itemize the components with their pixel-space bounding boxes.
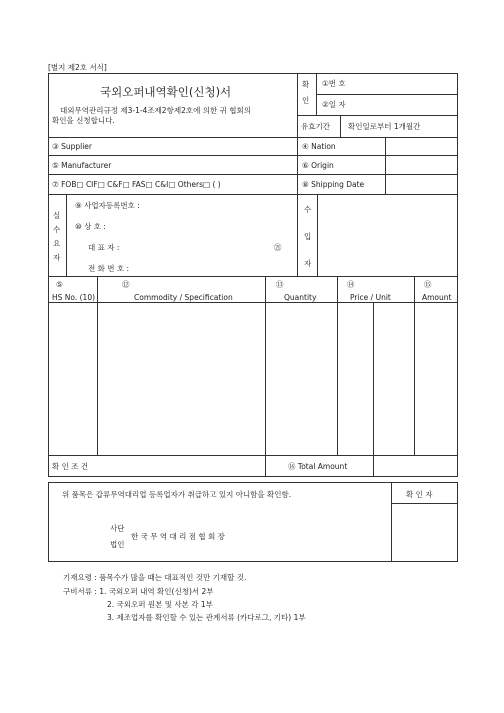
corp-label-2: 법인 <box>110 540 125 549</box>
field-date-label: ②일 자 <box>322 100 346 109</box>
association-name: 한 국 무 역 대 리 점 협 회 장 <box>131 532 225 541</box>
col-commodity: Commodity / Specification <box>134 293 233 302</box>
appendix-label: [별지 제2호 서식] <box>48 63 107 72</box>
confirm-label-2: 인 <box>302 96 310 105</box>
representative-label: 대 표 자 : <box>88 243 120 252</box>
col-quantity: Quantity <box>284 293 317 302</box>
reg-no-label: ⑨ 사업자등록번호 : <box>75 201 140 210</box>
importer-char-1: 실 <box>53 211 61 220</box>
note-line-4: 3. 제조업자를 확인할 수 있는 관계서류 (카다로그, 기타) 1부 <box>107 613 306 622</box>
trade-terms-label: ⑦ FOB□ CIF□ C&F□ FAS□ C&I□ Others□ ( ) <box>52 180 221 189</box>
supplier-label: ③ Supplier <box>52 142 93 151</box>
confirm-label-1: 확 <box>302 80 310 89</box>
importer-char-2: 수 <box>53 225 61 234</box>
col-num-4: ⑭ <box>347 280 355 289</box>
certify-statement: 위 품목은 갑류무역대리업 등록업자가 취급하고 있지 아니함을 확인함. <box>62 490 292 499</box>
manufacturer-label: ⑤ Manufacturer <box>52 161 112 170</box>
confirm-condition-label: 확 인 조 건 <box>52 462 89 471</box>
nation-label: ④ Nation <box>302 142 336 151</box>
col-amount: Amount <box>422 293 452 302</box>
col-hs-no: HS No. (10) <box>52 293 96 302</box>
intro-line-2: 확인을 신청합니다. <box>52 116 115 125</box>
importer-char-3: 요 <box>53 239 61 248</box>
col-num-2: ⑫ <box>122 280 130 289</box>
confirmer-label: 확 인 자 <box>406 490 433 499</box>
import-char-2: 입 <box>304 232 312 241</box>
form-title: 국외오퍼내역확인(신청)서 <box>100 85 232 99</box>
validity-label: 유효기간 <box>301 122 330 131</box>
note-line-1: 기재요령 : 품목수가 많을 때는 대표적인 것만 기재할 것. <box>63 573 247 582</box>
shipping-date-label: ⑧ Shipping Date <box>302 180 365 189</box>
note-line-2: 구비서류 : 1. 국외오퍼 내역 확인(신청)서 2부 <box>63 587 214 596</box>
seal-mark: ㉑ <box>274 243 282 252</box>
company-label: ⑩ 상 호 : <box>75 222 106 231</box>
col-num-1: ⑤ <box>56 280 63 289</box>
phone-label: 전 화 번 호 : <box>88 264 130 273</box>
importer-char-4: 자 <box>53 253 61 262</box>
col-price-unit: Price / Unit <box>350 293 391 302</box>
import-char-1: 수 <box>304 205 312 214</box>
note-line-3: 2. 국외오퍼 원본 및 사본 각 1부 <box>107 600 213 609</box>
field-number-label: ①번 호 <box>322 79 346 88</box>
origin-label: ⑥ Origin <box>302 161 334 170</box>
corp-label-1: 사단 <box>110 524 125 533</box>
intro-line-1: 대외무역관리규정 제3-1-4조제2항제2호에 의한 귀 협회의 <box>60 106 251 115</box>
import-char-3: 자 <box>304 259 312 268</box>
col-num-3: ⑬ <box>276 280 284 289</box>
col-num-5: ⑮ <box>424 280 432 289</box>
total-amount-label: ⑯ Total Amount <box>288 462 348 471</box>
validity-value: 확인일로부터 1개월간 <box>348 122 421 131</box>
